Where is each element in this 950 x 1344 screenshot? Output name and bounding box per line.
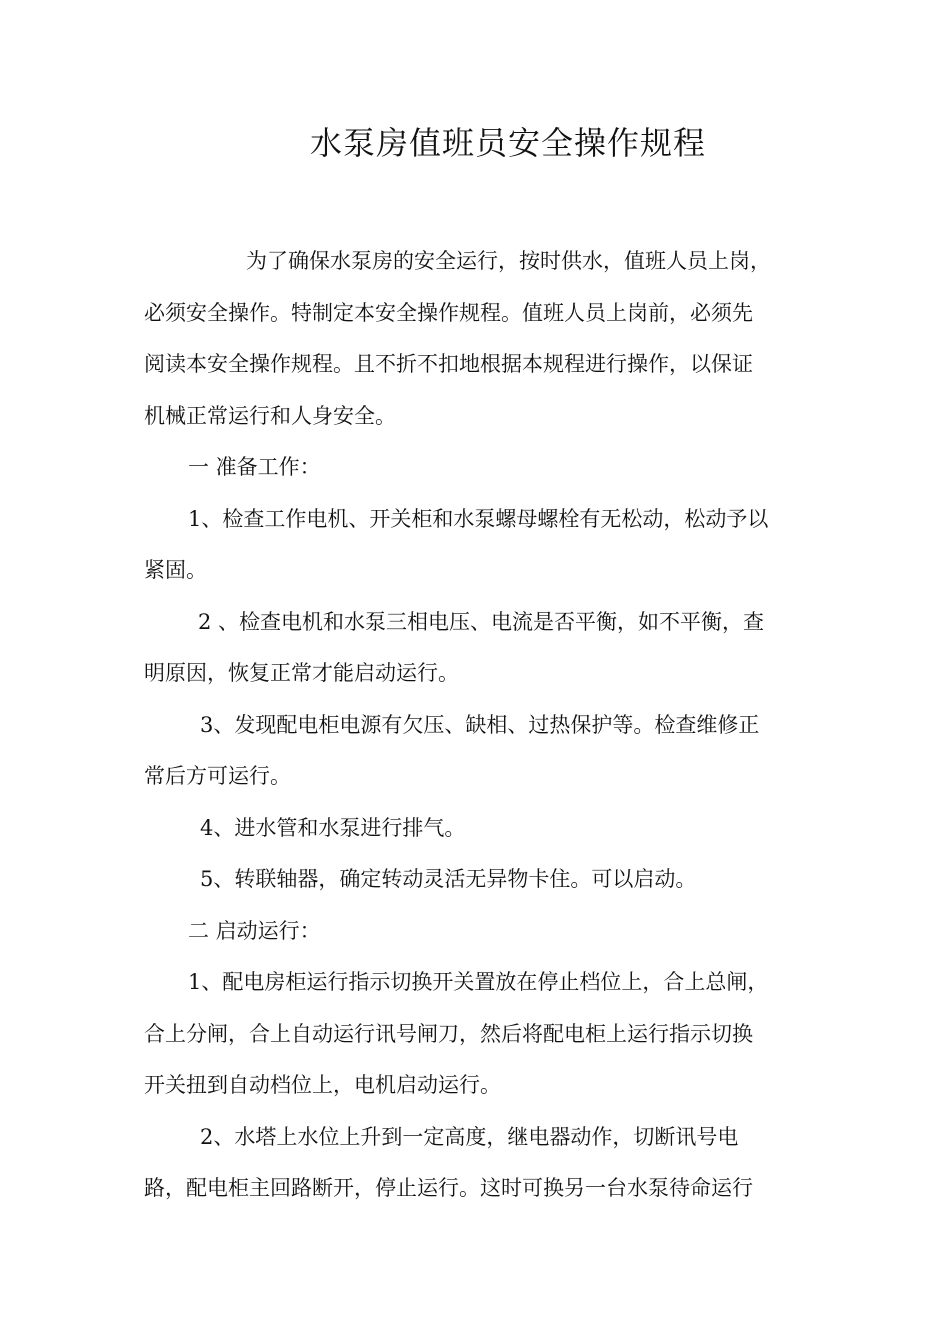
startup-item-1-line-2: 合上分闸，合上自动运行讯号闸刀，然后将配电柜上运行指示切换 (144, 1021, 753, 1046)
prep-item-3-line-1: 3、发现配电柜电源有欠压、缺相、过热保护等。检查维修正 (200, 712, 760, 737)
prep-item-5: 5、转联轴器，确定转动灵活无异物卡住。可以启动。 (200, 867, 697, 891)
startup-item-2-line-2: 路，配电柜主回路断开，停止运行。这时可换另一台水泵待命运行 (144, 1176, 753, 1200)
prep-item-3-line-2: 常后方可运行。 (144, 764, 291, 788)
intro-line-3: 阅读本安全操作规程。且不折不扣地根据本规程进行操作，以保证 (144, 352, 753, 376)
section-heading-startup: 二 启动运行： (188, 918, 321, 943)
intro-line-1: 为了确保水泵房的安全运行，按时供水，值班人员上岗， (246, 249, 771, 273)
section-heading-preparation: 一 准备工作： (188, 455, 321, 479)
startup-item-1-line-1: 1、配电房柜运行指示切换开关置放在停止档位上，合上总闸， (188, 970, 769, 994)
prep-item-2-line-1: 2 、检查电机和水泵三相电压、电流是否平衡，如不平衡，查 (198, 609, 765, 634)
intro-line-4: 机械正常运行和人身安全。 (144, 403, 396, 428)
intro-line-2: 必须安全操作。特制定本安全操作规程。值班人员上岗前，必须先 (144, 300, 753, 325)
prep-item-1-line-2: 紧固。 (144, 558, 207, 582)
prep-item-2-line-2: 明原因，恢复正常才能启动运行。 (144, 661, 459, 685)
prep-item-1-line-1: 1、检查工作电机、开关柜和水泵螺母螺栓有无松动，松动予以 (188, 506, 769, 531)
startup-item-2-line-1: 2、水塔上水位上升到一定高度，继电器动作，切断讯号电 (200, 1124, 739, 1149)
startup-item-1-line-3: 开关扭到自动档位上，电机启动运行。 (144, 1073, 501, 1097)
document-body (144, 240, 814, 1219)
prep-item-4: 4、进水管和水泵进行排气。 (200, 815, 466, 840)
page-title: 水泵房值班员安全操作规程 (309, 124, 706, 162)
